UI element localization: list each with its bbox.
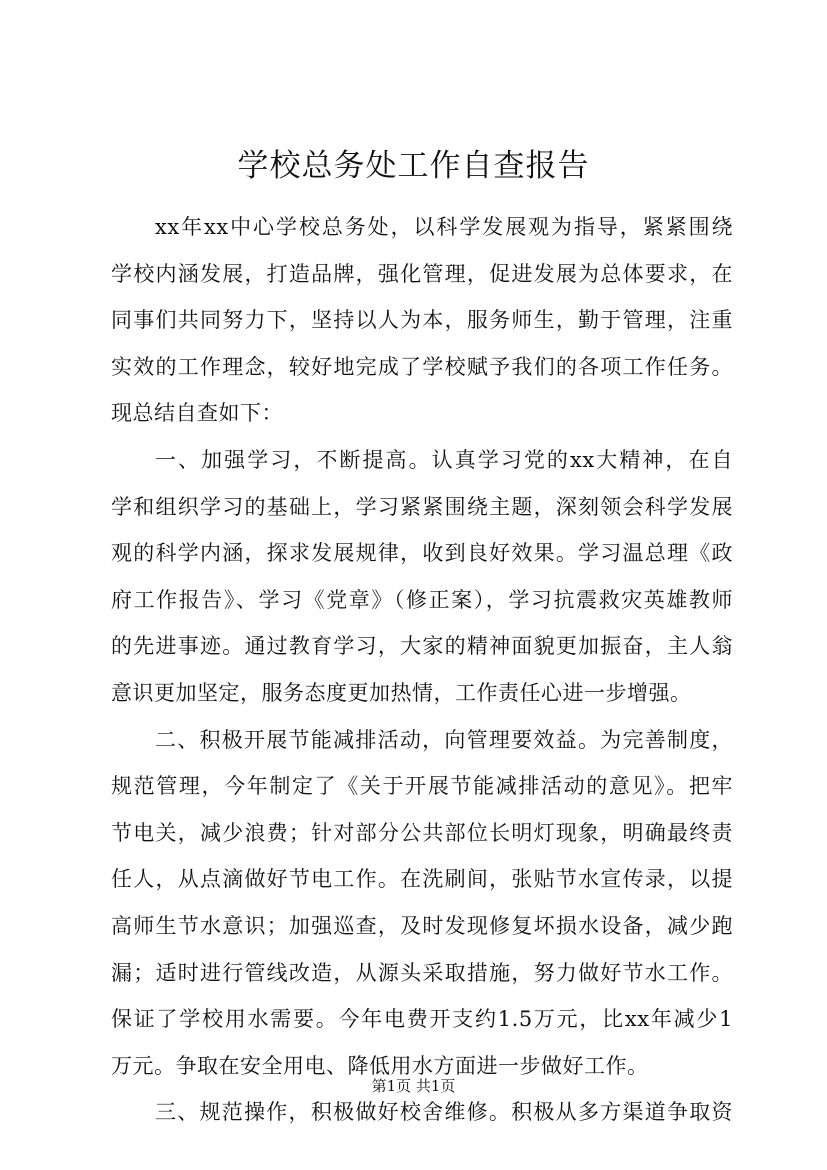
document-title: 学校总务处工作自查报告 — [237, 148, 590, 184]
paragraph-line: 一、加强学习，不断提高。认真学习党的xx大精神，在自 — [155, 447, 733, 472]
paragraph-line: 现总结自查如下： — [111, 401, 283, 426]
paragraph-line: 学校内涵发展，打造品牌，强化管理，促进发展为总体要求，在 — [111, 261, 733, 286]
paragraph-line: xx年xx中心学校总务处，以科学发展观为指导，紧紧围绕 — [155, 215, 733, 239]
paragraph-line: 高师生节水意识；加强巡查，及时发现修复坏损水设备，减少跑 — [111, 913, 733, 938]
paragraph-line: 保证了学校用水需要。今年电费开支约1.5万元，比xx年减少1 — [111, 1007, 733, 1032]
paragraph-line: 观的科学内涵，探求发展规律，收到良好效果。学习温总理《政 — [111, 541, 733, 566]
paragraph-line: 节电关，减少浪费；针对部分公共部位长明灯现象，明确最终责 — [111, 820, 733, 845]
paragraph-line: 三、规范操作，积极做好校舍维修。积极从多方渠道争取资 — [155, 1100, 733, 1125]
paragraph-line: 府工作报告》、学习《党章》（修正案），学习抗震救灾英雄教师 — [111, 587, 733, 612]
paragraph-line: 同事们共同努力下，坚持以人为本，服务师生，勤于管理，注重 — [111, 308, 733, 333]
paragraph-line: 的先进事迹。通过教育学习，大家的精神面貌更加振奋，主人翁 — [111, 634, 733, 659]
paragraph-line: 学和组织学习的基础上，学习紧紧围绕主题，深刻领会科学发展 — [111, 494, 733, 519]
paragraph-line: 万元。争取在安全用电、降低用水方面进一步做好工作。 — [111, 1053, 649, 1078]
paragraph-line: 意识更加坚定，服务态度更加热情，工作责任心进一步增强。 — [111, 680, 692, 705]
paragraph-line: 规范管理，今年制定了《关于开展节能减排活动的意见》。把牢 — [111, 774, 733, 799]
page-footer: 第1页 共1页 — [371, 1077, 456, 1095]
paragraph-line: 漏；适时进行管线改造，从源头采取措施，努力做好节水工作。 — [111, 960, 733, 985]
paragraph-line: 任人，从点滴做好节电工作。在洗刷间，张贴节水宣传录，以提 — [111, 867, 733, 892]
paragraph-line: 实效的工作理念，较好地完成了学校赋予我们的各项工作任务。 — [111, 354, 733, 379]
document-body — [111, 204, 733, 1136]
paragraph-line: 二、积极开展节能减排活动，向管理要效益。为完善制度， — [155, 727, 733, 752]
